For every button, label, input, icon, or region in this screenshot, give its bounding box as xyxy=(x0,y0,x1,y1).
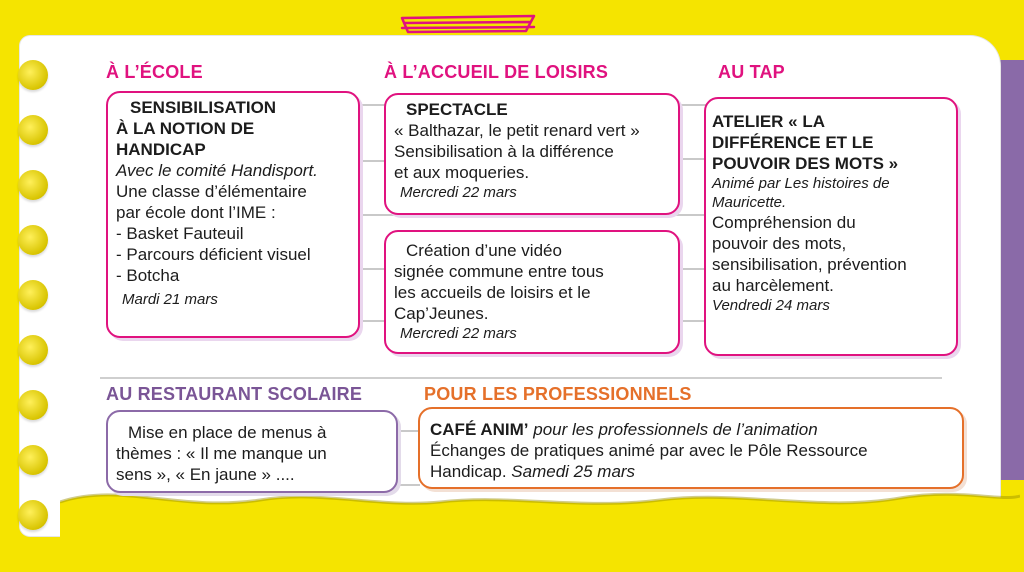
card-text: thèmes : « Il me manque un xyxy=(116,444,327,463)
binder-hole xyxy=(18,390,48,420)
binder-hole xyxy=(18,280,48,310)
binder-holes xyxy=(18,60,58,540)
card-ecole xyxy=(106,91,360,338)
card-text: sensibilisation, prévention xyxy=(712,255,907,274)
binder-hole xyxy=(18,60,48,90)
heading-tap: AU TAP xyxy=(718,62,785,82)
card-text: par école dont l’IME : xyxy=(116,203,276,222)
card-text: Une classe d’élémentaire xyxy=(116,182,307,201)
card-text: Cap’Jeunes. xyxy=(394,304,489,323)
connector-line xyxy=(398,484,420,486)
list-item: - Basket Fauteuil xyxy=(116,224,244,243)
connector-line xyxy=(680,104,706,106)
card-professionnels xyxy=(418,407,964,489)
card-text: sens », « En jaune » .... xyxy=(116,465,295,484)
binder-hole xyxy=(18,170,48,200)
connector-line xyxy=(680,158,706,160)
card-text: les accueils de loisirs et le xyxy=(394,283,591,302)
binder-hole xyxy=(18,500,48,530)
binder-hole xyxy=(18,335,48,365)
card-title: ATELIER « LA xyxy=(712,112,826,131)
card-text: Mise en place de menus à xyxy=(128,423,327,442)
section-divider xyxy=(100,377,942,379)
card-text: signée commune entre tous xyxy=(394,262,604,281)
card-date: Vendredi 24 mars xyxy=(712,297,830,314)
heading-accueil-loisirs: À L’ACCUEIL DE LOISIRS xyxy=(384,62,609,82)
card-date: Mercredi 22 mars xyxy=(400,325,517,342)
card-text: Compréhension du xyxy=(712,213,856,232)
pink-scribble-decoration xyxy=(398,10,538,36)
binder-hole xyxy=(18,445,48,475)
card-text: « Balthazar, le petit renard vert » xyxy=(394,121,640,140)
heading-professionnels: POUR LES PROFESSIONNELS xyxy=(424,384,692,404)
card-spectacle xyxy=(384,93,680,215)
card-text: Création d’une vidéo xyxy=(406,241,562,260)
card-text: pouvoir des mots, xyxy=(712,234,847,253)
connector-line xyxy=(398,430,420,432)
card-text: Échanges de pratiques animé par avec le Pôle Ressource xyxy=(430,441,868,460)
binder-hole xyxy=(18,225,48,255)
card-title: DIFFÉRENCE ET LE xyxy=(712,133,874,152)
card-title: CAFÉ ANIM’ xyxy=(430,420,529,439)
card-title: HANDICAP xyxy=(116,140,206,159)
card-title: À LA NOTION DE xyxy=(116,119,255,138)
connector-line xyxy=(680,320,706,322)
binder-hole xyxy=(18,115,48,145)
card-video xyxy=(384,230,680,354)
list-item: - Parcours déficient visuel xyxy=(116,245,311,264)
connector-line xyxy=(680,268,706,270)
card-text: Handicap. xyxy=(430,462,512,481)
card-title: POUVOIR DES MOTS » xyxy=(712,154,899,173)
card-title: SENSIBILISATION xyxy=(130,98,277,117)
card-date: Mercredi 22 mars xyxy=(400,184,517,201)
card-subtitle: Mauricette. xyxy=(712,194,787,211)
list-item: - Botcha xyxy=(116,266,180,285)
card-subtitle: pour les professionnels de l’animation xyxy=(528,420,818,439)
card-restaurant xyxy=(106,410,398,493)
card-date: Mardi 21 mars xyxy=(122,291,218,308)
heading-restaurant-scolaire: AU RESTAURANT SCOLAIRE xyxy=(106,384,363,404)
card-date: Samedi 25 mars xyxy=(511,462,636,481)
card-subtitle: Animé par Les histoires de xyxy=(712,175,890,192)
heading-ecole: À L’ÉCOLE xyxy=(106,62,203,82)
card-text: au harcèlement. xyxy=(712,276,834,295)
card-subtitle: Avec le comité Handisport. xyxy=(116,161,318,180)
card-text: Sensibilisation à la différence xyxy=(394,142,614,161)
card-title: SPECTACLE xyxy=(406,100,508,119)
card-text: et aux moqueries. xyxy=(394,163,530,182)
card-tap xyxy=(704,97,958,356)
